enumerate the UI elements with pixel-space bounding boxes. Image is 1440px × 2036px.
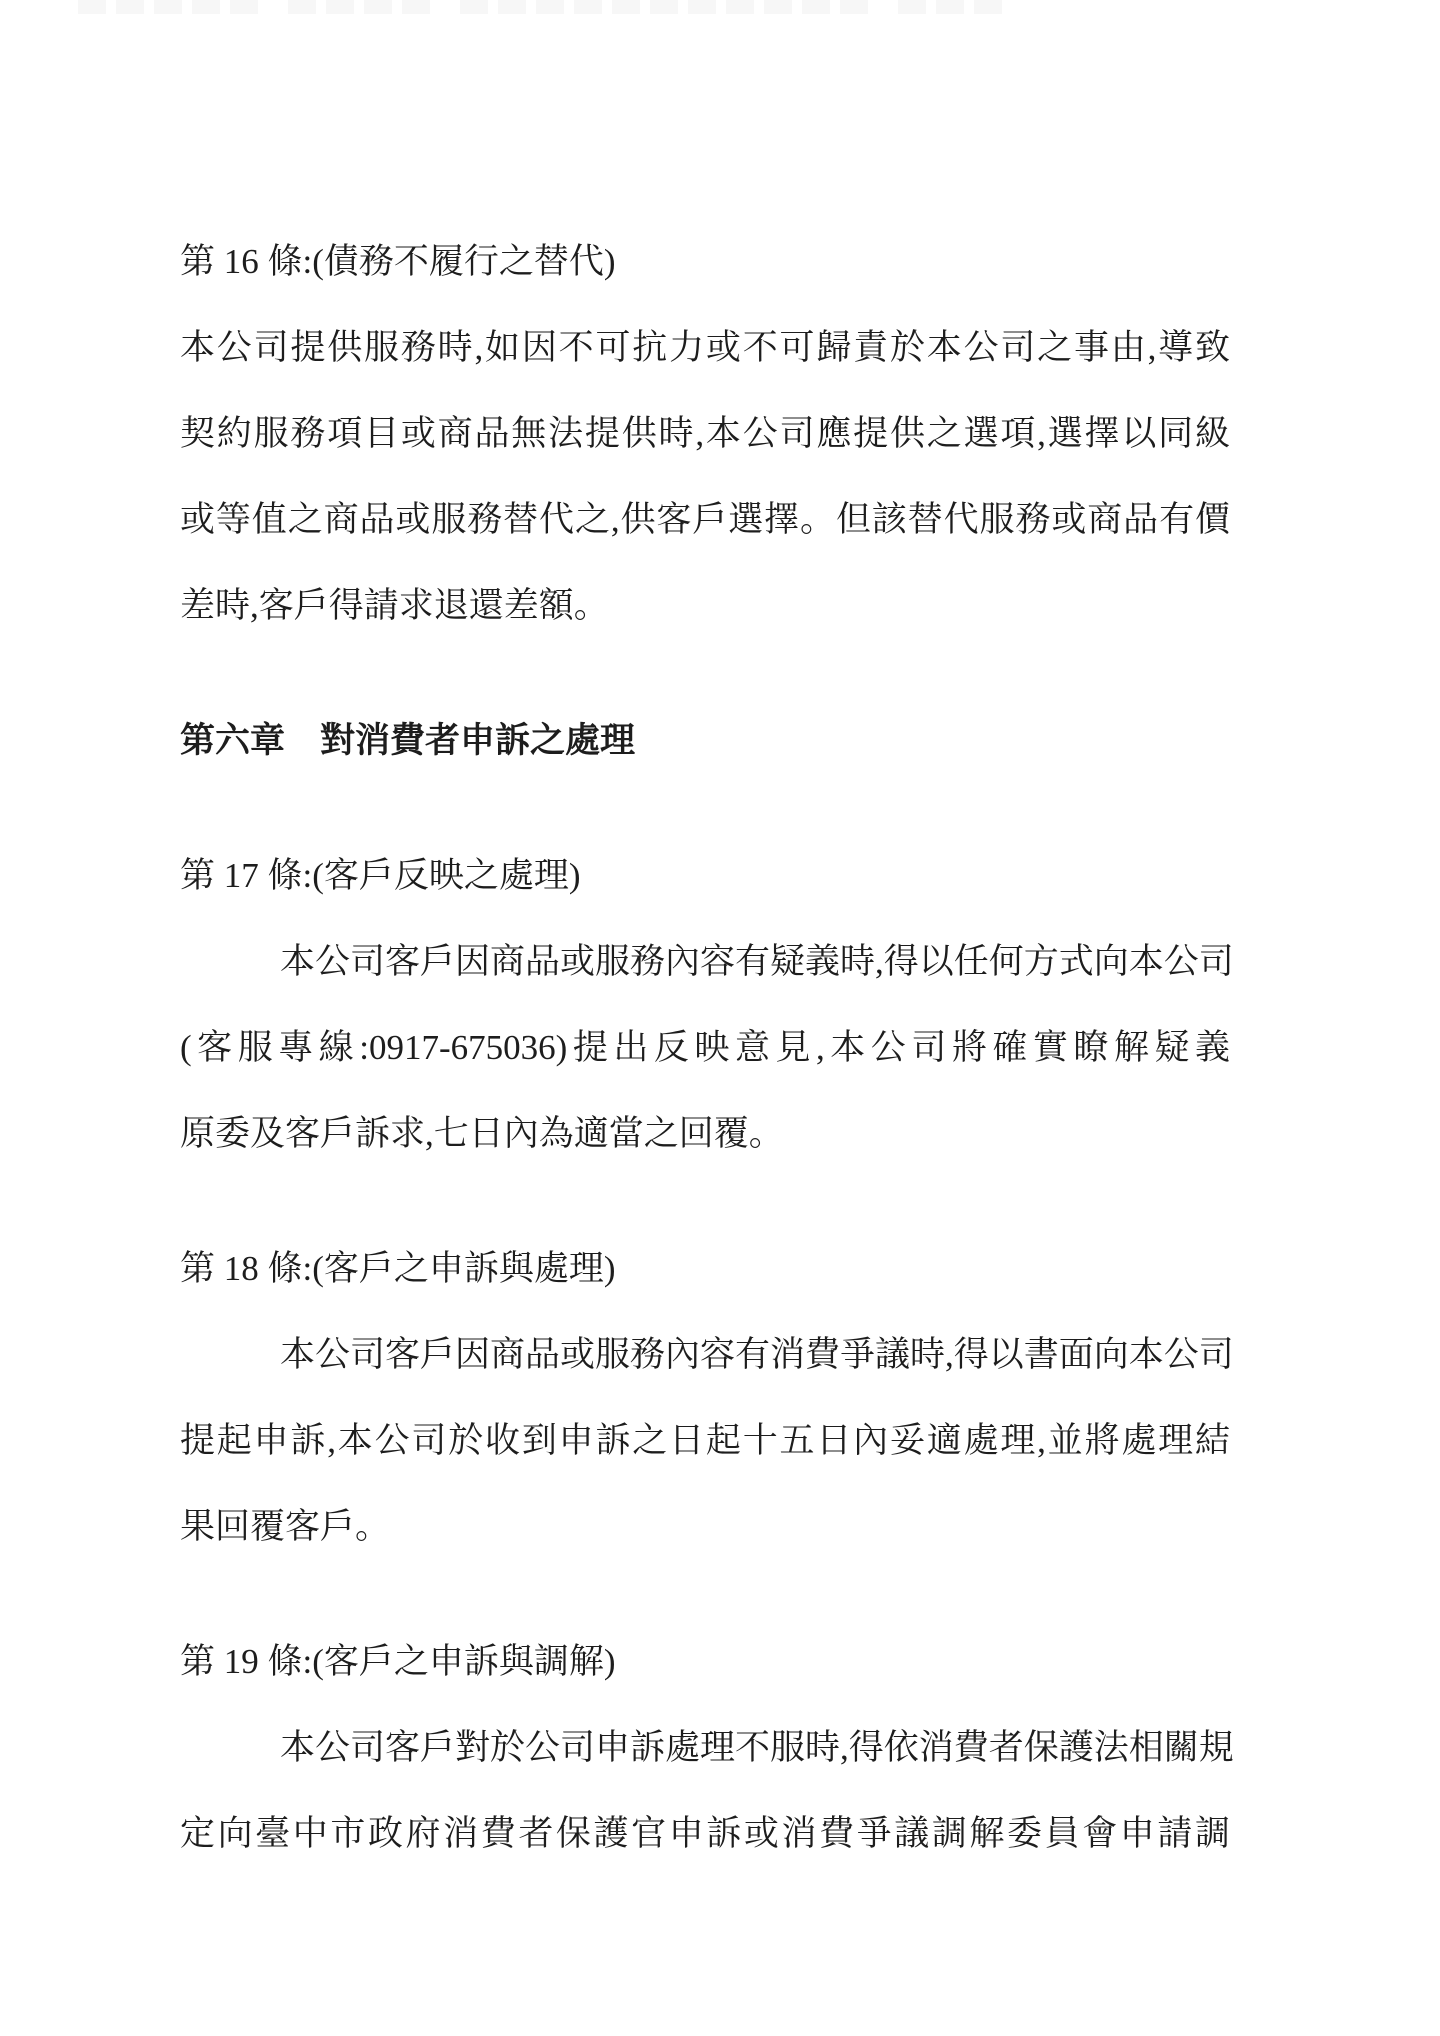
clipped-text-remnant-block — [364, 0, 392, 14]
article-17-title: 第 17 條:(客戶反映之處理) — [180, 856, 581, 895]
chapter-6-section — [180, 698, 1230, 784]
text-line: (客服專線:0917-675036)提出反映意見,本公司將確實瞭解疑義 — [180, 1028, 1230, 1067]
clipped-text-remnant-block — [154, 0, 182, 14]
article-18 — [180, 1226, 1234, 1570]
text-line: 契約服務項目或商品無法提供時,本公司應提供之選項,選擇以同級 — [180, 414, 1230, 453]
clipped-text-remnant-block — [536, 0, 564, 14]
clipped-text-remnant-block — [802, 0, 830, 14]
clipped-text-remnant-block — [650, 0, 678, 14]
clipped-text-remnant-block — [230, 0, 258, 14]
clipped-text-remnant-block — [764, 0, 792, 14]
clipped-text-remnant-block — [460, 0, 488, 14]
text-line: 原委及客戶訴求,七日內為適當之回覆。 — [180, 1114, 784, 1153]
clipped-text-remnant-block — [726, 0, 754, 14]
clipped-text-remnant-block — [326, 0, 354, 14]
article-16 — [180, 219, 1230, 649]
clipped-text-remnant-block — [192, 0, 220, 14]
clipped-text-remnant-block — [688, 0, 716, 14]
clipped-text-remnant-block — [974, 0, 1002, 14]
clipped-text-remnant-block — [936, 0, 964, 14]
text-line: 本公司客戶對於公司申訴處理不服時,得依消費者保護法相關規 — [280, 1728, 1234, 1767]
text-line: 本公司提供服務時,如因不可抗力或不可歸責於本公司之事由,導致 — [180, 328, 1230, 367]
text-line: 本公司客戶因商品或服務內容有消費爭議時,得以書面向本公司 — [280, 1335, 1234, 1374]
clipped-text-remnant-block — [498, 0, 526, 14]
clipped-top-text-remnant — [0, 0, 1440, 18]
chapter-6-heading: 第六章 對消費者申訴之處理 — [180, 721, 636, 760]
text-line: 果回覆客戶。 — [180, 1507, 391, 1546]
document-page — [180, 219, 1234, 1877]
text-line: 或等值之商品或服務替代之,供客戶選擇。但該替代服務或商品有價 — [180, 500, 1230, 539]
clipped-text-remnant-block — [78, 0, 106, 14]
text-line: 差時,客戶得請求退還差額。 — [180, 586, 609, 625]
clipped-text-remnant-block — [116, 0, 144, 14]
clipped-text-remnant-block — [612, 0, 640, 14]
article-17 — [180, 833, 1234, 1177]
article-19 — [180, 1619, 1234, 1877]
clipped-text-remnant-block — [840, 0, 868, 14]
article-19-title: 第 19 條:(客戶之申訴與調解) — [180, 1642, 616, 1681]
text-line: 提起申訴,本公司於收到申訴之日起十五日內妥適處理,並將處理結 — [180, 1421, 1230, 1460]
article-18-title: 第 18 條:(客戶之申訴與處理) — [180, 1249, 616, 1288]
clipped-text-remnant-block — [402, 0, 430, 14]
clipped-text-remnant-block — [574, 0, 602, 14]
clipped-text-remnant-block — [898, 0, 926, 14]
text-line: 本公司客戶因商品或服務內容有疑義時,得以任何方式向本公司 — [280, 942, 1234, 981]
article-16-title: 第 16 條:(債務不履行之替代) — [180, 242, 616, 281]
clipped-text-remnant-block — [288, 0, 316, 14]
text-line: 定向臺中市政府消費者保護官申訴或消費爭議調解委員會申請調 — [180, 1814, 1230, 1853]
